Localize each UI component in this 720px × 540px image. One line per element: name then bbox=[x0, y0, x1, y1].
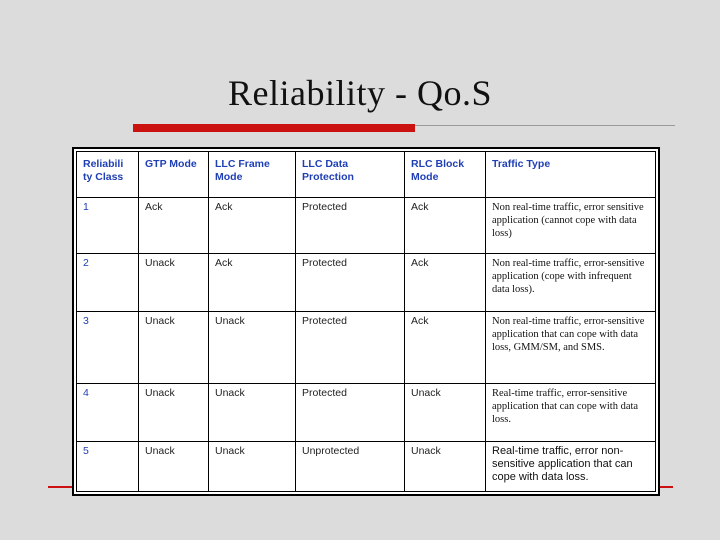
table-row bbox=[77, 312, 656, 384]
traffic-type-cell: Non real-time traffic, error sensitive application (cannot cope with data loss) bbox=[486, 198, 656, 254]
rlc-block-mode-cell: Ack bbox=[405, 254, 486, 312]
header-llc-frame-mode: LLC Frame Mode bbox=[209, 152, 296, 198]
rlc-block-mode-cell: Unack bbox=[405, 384, 486, 442]
table-row bbox=[77, 254, 656, 312]
llc-frame-mode-cell: Unack bbox=[209, 312, 296, 384]
llc-frame-mode-cell: Ack bbox=[209, 198, 296, 254]
llc-frame-mode-cell: Ack bbox=[209, 254, 296, 312]
gtp-mode-cell: Ack bbox=[139, 198, 209, 254]
llc-data-protection-cell: Protected bbox=[296, 384, 405, 442]
reliability-class-cell: 5 bbox=[77, 442, 139, 492]
reliability-class-cell: 4 bbox=[77, 384, 139, 442]
traffic-type-cell: Non real-time traffic, error-sensitive application that can cope with data loss, GMM/SM, and SMS. bbox=[486, 312, 656, 384]
reliability-class-cell: 2 bbox=[77, 254, 139, 312]
traffic-type-cell: Real-time traffic, error-sensitive application that can cope with data loss. bbox=[486, 384, 656, 442]
header-llc-data-protection: LLC Data Protection bbox=[296, 152, 405, 198]
llc-frame-mode-cell: Unack bbox=[209, 442, 296, 492]
slide-title: Reliability - Qo.S bbox=[228, 73, 492, 113]
header-rlc-block-mode: RLC Block Mode bbox=[405, 152, 486, 198]
llc-data-protection-cell: Protected bbox=[296, 312, 405, 384]
reliability-class-cell: 3 bbox=[77, 312, 139, 384]
table-row bbox=[77, 384, 656, 442]
title-underline-rule bbox=[415, 125, 675, 126]
rlc-block-mode-cell: Ack bbox=[405, 198, 486, 254]
table-row bbox=[77, 442, 656, 492]
gtp-mode-cell: Unack bbox=[139, 442, 209, 492]
rlc-block-mode-cell: Unack bbox=[405, 442, 486, 492]
title-underline-accent bbox=[133, 124, 415, 132]
gtp-mode-cell: Unack bbox=[139, 384, 209, 442]
qos-table-frame bbox=[72, 147, 660, 496]
gtp-mode-cell: Unack bbox=[139, 312, 209, 384]
llc-data-protection-cell: Protected bbox=[296, 254, 405, 312]
table-header-row bbox=[77, 152, 656, 198]
rlc-block-mode-cell: Ack bbox=[405, 312, 486, 384]
traffic-type-cell: Real-time traffic, error non-sensitive application that can cope with data loss. bbox=[486, 442, 656, 492]
llc-frame-mode-cell: Unack bbox=[209, 384, 296, 442]
qos-table bbox=[76, 151, 656, 492]
table-row bbox=[77, 198, 656, 254]
gtp-mode-cell: Unack bbox=[139, 254, 209, 312]
llc-data-protection-cell: Protected bbox=[296, 198, 405, 254]
header-gtp-mode: GTP Mode bbox=[139, 152, 209, 198]
header-reliability-class: Reliabili ty Class bbox=[77, 152, 139, 198]
header-traffic-type: Traffic Type bbox=[486, 152, 656, 198]
llc-data-protection-cell: Unprotected bbox=[296, 442, 405, 492]
reliability-class-cell: 1 bbox=[77, 198, 139, 254]
traffic-type-cell: Non real-time traffic, error-sensitive application (cope with infrequent data loss). bbox=[486, 254, 656, 312]
